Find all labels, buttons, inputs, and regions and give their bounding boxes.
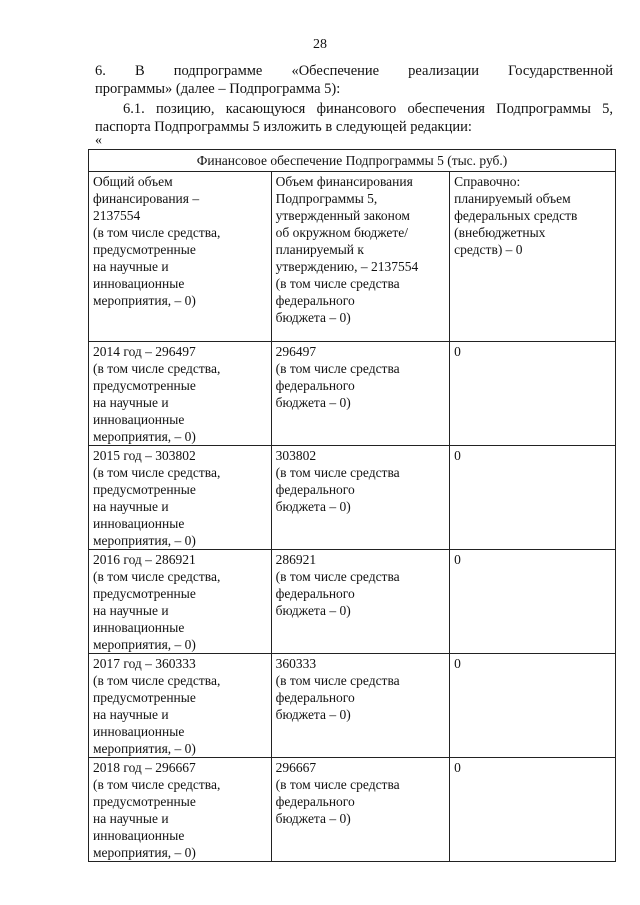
year-total-cell xyxy=(89,758,272,862)
cell-line: 2017 год – 360333 xyxy=(93,656,196,671)
year-approved-cell xyxy=(271,654,449,758)
cell-line: инновационные xyxy=(93,516,185,531)
cell-line: мероприятия, – 0) xyxy=(93,637,196,652)
cell-line: федерального xyxy=(275,378,355,393)
year-total-cell xyxy=(89,446,272,550)
cell-line: 2018 год – 296667 xyxy=(93,760,196,775)
cell-line: на научные и xyxy=(93,707,169,722)
cell-line: предусмотренные xyxy=(93,690,196,705)
cell-line: инновационные xyxy=(93,724,185,739)
table-row xyxy=(89,758,616,862)
cell-line: (в том числе средства xyxy=(275,276,400,291)
cell-line: мероприятия, – 0) xyxy=(93,429,196,444)
year-reference-cell: 0 xyxy=(450,758,616,862)
year-reference-cell: 0 xyxy=(450,550,616,654)
cell-line: предусмотренные xyxy=(93,482,196,497)
cell-line: на научные и xyxy=(93,395,169,410)
paragraph-6-line-1: 6. В подпрограмме «Обеспечение реализации Государственной xyxy=(95,63,613,79)
financing-table xyxy=(88,149,616,862)
cell-line: федерального xyxy=(275,482,355,497)
cell-line: федерального xyxy=(275,586,355,601)
paragraph-6-1: 6.1. позицию, касающуюся финансового обеспечения Подпрограммы 5, паспорта Подпрограммы 5 изложить в следующей редакции: xyxy=(95,101,613,135)
cell-line: (в том числе средства, xyxy=(93,225,221,240)
cell-line: предусмотренные xyxy=(93,378,196,393)
table-row xyxy=(89,342,616,446)
cell-line: финансирования – xyxy=(93,191,200,206)
cell-line: 296497 xyxy=(275,344,317,359)
cell-line: бюджета – 0) xyxy=(275,707,351,722)
cell-line: федеральных средств xyxy=(454,208,578,223)
cell-line: 2015 год – 303802 xyxy=(93,448,196,463)
cell-line: (в том числе средства, xyxy=(93,569,221,584)
year-total-cell xyxy=(89,342,272,446)
cell-line: (в том числе средства, xyxy=(93,777,221,792)
table-row xyxy=(89,654,616,758)
cell-line: (в том числе средства xyxy=(275,673,400,688)
cell-line: планируемый объем xyxy=(454,191,571,206)
year-total-cell xyxy=(89,550,272,654)
cell-line: инновационные xyxy=(93,828,185,843)
year-reference-cell: 0 xyxy=(450,342,616,446)
year-approved-cell xyxy=(271,446,449,550)
cell-line: мероприятия, – 0) xyxy=(93,741,196,756)
cell-line: (в том числе средства, xyxy=(93,673,221,688)
cell-line: 286921 xyxy=(275,552,317,567)
cell-line: инновационные xyxy=(93,276,185,291)
cell-line: 2016 год – 286921 xyxy=(93,552,196,567)
header-reference-cell xyxy=(450,172,616,342)
cell-line: бюджета – 0) xyxy=(275,811,351,826)
cell-line: об окружном бюджете/ xyxy=(275,225,408,240)
cell-line: на научные и xyxy=(93,603,169,618)
cell-line: федерального xyxy=(275,690,355,705)
cell-line: инновационные xyxy=(93,620,185,635)
table-row xyxy=(89,550,616,654)
table-header-row xyxy=(89,172,616,342)
cell-line: на научные и xyxy=(93,259,169,274)
cell-line: бюджета – 0) xyxy=(275,603,351,618)
year-total-cell xyxy=(89,654,272,758)
cell-line: Справочно: xyxy=(454,174,521,189)
cell-line: (в том числе средства xyxy=(275,361,400,376)
header-approved-cell xyxy=(271,172,449,342)
cell-line: предусмотренные xyxy=(93,794,196,809)
year-approved-cell xyxy=(271,342,449,446)
cell-line: бюджета – 0) xyxy=(275,499,351,514)
table-row xyxy=(89,446,616,550)
cell-line: 360333 xyxy=(275,656,317,671)
cell-line: мероприятия, – 0) xyxy=(93,293,196,308)
cell-line: средств) – 0 xyxy=(454,242,523,257)
cell-line: мероприятия, – 0) xyxy=(93,533,196,548)
header-total-cell xyxy=(89,172,272,342)
cell-line: предусмотренные xyxy=(93,242,196,257)
cell-line: бюджета – 0) xyxy=(275,310,351,325)
cell-line: 296667 xyxy=(275,760,317,775)
cell-line: Общий объем xyxy=(93,174,173,189)
cell-line: мероприятия, – 0) xyxy=(93,845,196,860)
cell-line: федерального xyxy=(275,293,355,308)
paragraph-6-line-2: программы» (далее – Подпрограмма 5): xyxy=(95,81,341,97)
cell-line: бюджета – 0) xyxy=(275,395,351,410)
page-number: 28 xyxy=(313,37,327,52)
cell-line: (в том числе средства xyxy=(275,777,400,792)
year-approved-cell xyxy=(271,758,449,862)
year-reference-cell: 0 xyxy=(450,654,616,758)
cell-line: 2014 год – 296497 xyxy=(93,344,196,359)
cell-line: утверждению, – 2137554 xyxy=(275,259,419,274)
cell-line: предусмотренные xyxy=(93,586,196,601)
cell-line: инновационные xyxy=(93,412,185,427)
cell-line: (в том числе средства xyxy=(275,465,400,480)
cell-line: Объем финансирования xyxy=(275,174,413,189)
cell-line: федерального xyxy=(275,794,355,809)
cell-line: утвержденный законом xyxy=(275,208,410,223)
cell-line: (в том числе средства, xyxy=(93,465,221,480)
cell-line: на научные и xyxy=(93,499,169,514)
table-title-row xyxy=(89,150,616,172)
cell-line: (в том числе средства, xyxy=(93,361,221,376)
table-title: Финансовое обеспечение Подпрограммы 5 (тыс. руб.) xyxy=(89,150,616,172)
year-approved-cell xyxy=(271,550,449,654)
cell-line: на научные и xyxy=(93,811,169,826)
cell-line: 2137554 xyxy=(93,208,141,223)
cell-line: планируемый к xyxy=(275,242,364,257)
cell-line: 303802 xyxy=(275,448,317,463)
cell-line: (внебюджетных xyxy=(454,225,546,240)
open-quote: « xyxy=(95,133,102,148)
cell-line: (в том числе средства xyxy=(275,569,400,584)
cell-line: Подпрограммы 5, xyxy=(275,191,378,206)
year-reference-cell: 0 xyxy=(450,446,616,550)
